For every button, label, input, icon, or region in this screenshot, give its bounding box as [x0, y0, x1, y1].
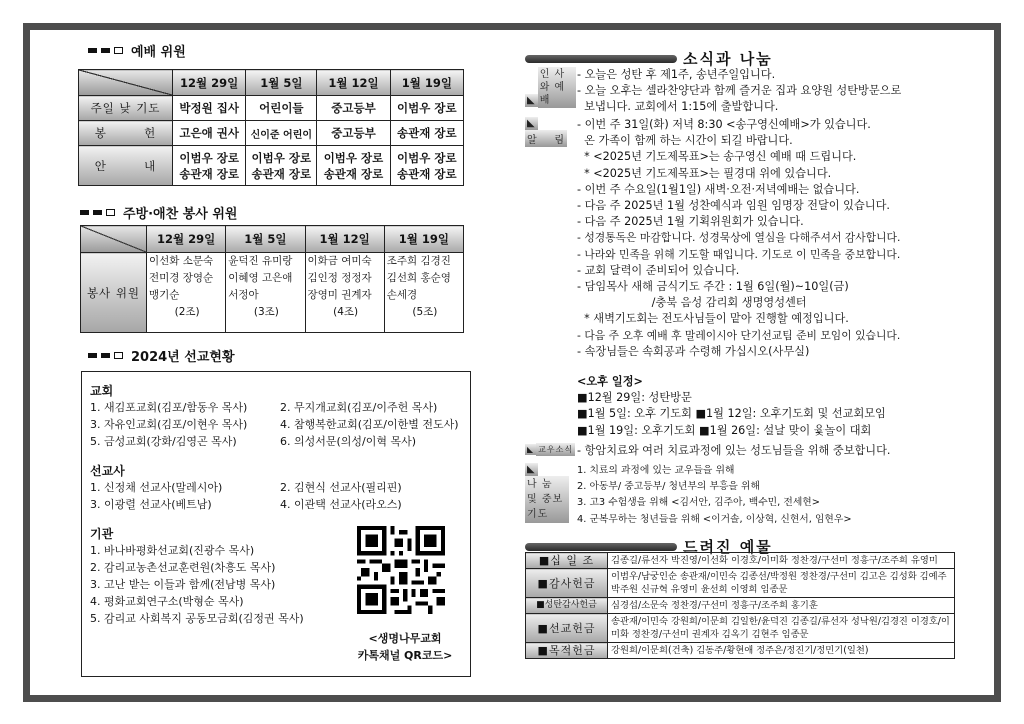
title-bar — [525, 55, 677, 63]
team-cell: 이선화 소문숙 전미경 장영순 맹기순 (2조) — [147, 253, 226, 333]
date-header: 1월 12일 — [317, 70, 390, 96]
row-label: 안 내 — [79, 146, 173, 186]
table-cell: 이범우 장로 송관재 장로 — [173, 146, 246, 186]
list-item: 5. 감리교 사회복지 공동모금회(김정권 목사) — [90, 612, 304, 625]
section-label: ◣알 림 — [527, 118, 566, 146]
offering-title: 드려진 예물 — [525, 536, 773, 557]
list-item: 5. 금성교회(강화/김영곤 목사) 6. 의성서문(의성/이혁 목사) — [90, 435, 417, 448]
table-cell: 이범우 장로 송관재 장로 — [390, 146, 463, 186]
table-cell: 이범우 장로 송관재 장로 — [246, 146, 317, 186]
section-label: ◣인 사 와 예 배 — [525, 67, 577, 117]
team-cell: 이화금 여미숙 김인정 정정자 장영미 권계자 (4조) — [305, 253, 384, 333]
bullet-icon — [80, 210, 89, 215]
list-item: 1. 신정채 선교사(말레시아) 2. 김현식 선교사(필리핀) — [90, 481, 402, 494]
table-cell: 고은애 권사 — [173, 121, 246, 146]
worship-section-title: 예배 위원 — [88, 41, 186, 60]
table-row: ■감사헌금 이범우/남궁인순 송관재/이민숙 김종선/박정원 정찬경/구선미 김고은 김성화 김예주 박주원 신규혁 유영미 윤선희 이영희 임종문 — [526, 569, 955, 598]
list-item: 1. 바나바평화선교회(진광수 목사) — [90, 544, 255, 557]
bullet-icon — [88, 48, 97, 53]
bullet-icon — [114, 47, 123, 54]
date-header: 1월 12일 — [305, 226, 384, 253]
table-cell: 어린이들 — [246, 96, 317, 121]
offering-table — [525, 552, 955, 659]
news-block-prayer: ◣나 눔 및 중보기도 1. 치료의 과정에 있는 교우들을 위해 2. 아동부/ 중고등부/ 청년부의 부흥을 위해 3. 고3 수험생을 위해 <김서안, 김주아, 백수민, 전세현> 4. 군복무하는 청년들을 위해 <이거솔, 이상혁, 신현서, 임현우> — [525, 463, 955, 528]
table-row: ■목적헌금 강원희/이문희(건축) 김동주/황현애 정주은/정진기/정민기(일천) — [526, 643, 955, 659]
table-corner — [79, 70, 173, 96]
date-header: 1월 5일 — [246, 70, 317, 96]
list-item: 3. 이광렬 선교사(베트남) 4. 이관택 선교사(라오스) — [90, 498, 402, 511]
qr-code-icon[interactable] — [357, 526, 445, 614]
news-block-notice: ◣알 림 - 이번 주 31일(화) 저녁 8:30 <송구영신예배>가 있습니다. 온 가족이 함께 하는 시간이 되길 바랍니다. * <2025년 기도제목표>는 송구영신 예배 때 드립니다. * <2025년 기도제목표>는 필경대 위에 있습니다. - 이번 주 수요일(1월1일) 새벽·오전·저녁예배는 없습니다. - 다음 주 2025년 1월 성찬예식과 임원 임명장 전달이 있습니다. - 다음 주 2025년 1월 기획위원회가 있습니다. - 성경통독은 마감합니다. 성경묵상에 열심을 다해주셔서 감사합니다. - 나라와 민족을 위해 기도할 때입니다. 기도로 이 민족을 중보합니다. - 교회 달력이 준비되어 있습니다. - 담임목사 새해 금식기도 주간 : 1월 6일(월)~10일(금) /충북 음성 감리회 생명영성센터 * 새벽기도회는 전도사님들이 맡아 진행할 예정입니다. - 다음 주 오후 예배 후 말레이시아 단기선교팀 준비 모임이 있습니다. - 속장님들은 속회공과 수령해 가십시오(사무실) <오후 일정> ■12월 29일: 성탄방문 ■1월 5일: 오후 기도회 ■1월 12일: 오후기도회 및 선교회모임 ■1월 19일: 오후기도회 ■1월 26일: 설날 맞이 윷놀이 대회 — [525, 117, 955, 439]
list-item: 1. 새김포교회(김포/함동우 목사) 2. 무지개교회(김포/이주헌 목사) — [90, 401, 438, 414]
date-header: 1월 5일 — [226, 226, 305, 253]
kitchen-section-title: 주방·애찬 봉사 위원 — [80, 203, 237, 222]
missionary-heading: 선교사 — [90, 464, 125, 478]
bullet-icon — [114, 352, 123, 359]
table-cell: 박정원 집사 — [173, 96, 246, 121]
kitchen-table — [80, 225, 464, 333]
date-header: 12월 29일 — [173, 70, 246, 96]
table-row: ■성탄감사헌금 심경섭/소문숙 정찬경/구선미 정흥구/조주희 홍기훈 — [526, 598, 955, 614]
title-bar — [525, 543, 677, 551]
row-label: 봉 헌 — [79, 121, 173, 146]
bullet-icon — [101, 353, 110, 358]
row-label: 봉사 위원 — [81, 253, 147, 333]
mission-section-title: 2024년 선교현황 — [88, 346, 235, 365]
team-cell: 윤덕진 유미랑 이혜영 고은애 서정아 (3조) — [226, 253, 305, 333]
worship-table — [78, 69, 464, 186]
list-item: 4. 평화교회연구소(박형순 목사) — [90, 595, 244, 608]
table-corner — [81, 226, 147, 253]
table-row: ■십 일 조 김종길/류선자 박진영/이선화 이경호/이미화 정찬경/구선미 정흥구/조주희 유영미 — [526, 553, 955, 569]
bullet-icon — [101, 48, 110, 53]
qr-caption: <생명나무교회 카톡채널 QR코드> — [357, 632, 453, 662]
table-cell: 이범우 장로 — [390, 96, 463, 121]
org-heading: 기관 — [90, 527, 114, 541]
bullet-icon — [88, 353, 97, 358]
news-section — [525, 67, 955, 528]
table-cell: 중고등부 — [317, 96, 390, 121]
table-cell: 중고등부 — [317, 121, 390, 146]
news-title: 소식과 나눔 — [525, 48, 773, 69]
table-row: ■선교헌금 송관재/이민숙 강원희/이문희 김일한/윤덕진 김종길/류선자 성낙원/김경진 이경호/이미화 정찬경/구선미 권계자 김옥기 김현주 임종문 — [526, 614, 955, 643]
date-header: 1월 19일 — [390, 70, 463, 96]
table-cell: 이범우 장로 송관재 장로 — [317, 146, 390, 186]
section-label: ◣ 교우소식 — [527, 444, 574, 454]
table-cell: 송관재 장로 — [390, 121, 463, 146]
offering-section — [525, 552, 955, 659]
list-item: 2. 감리교농촌선교훈련원(차흥도 목사) — [90, 561, 276, 574]
list-item: 3. 고난 받는 이들과 함께(전남병 목사) — [90, 578, 276, 591]
date-header: 1월 19일 — [384, 226, 463, 253]
news-block-worship: ◣인 사 와 예 배 - 오늘은 성탄 후 제1주, 송년주일입니다. - 오늘 오후는 셀라찬양단과 함께 즐거운 집과 요양원 성탄방문으로 보냅니다. 교회에서 1:15에 출발합니다. — [525, 67, 955, 117]
table-cell: 신이준 어린이 — [246, 121, 317, 146]
section-label: ◣나 눔 및 중보기도 — [525, 463, 577, 528]
list-item: 3. 자유인교회(김포/이현우 목사) 4. 참행복한교회(김포/이한별 전도사) — [90, 418, 459, 431]
date-header: 12월 29일 — [147, 226, 226, 253]
bullet-icon — [93, 210, 102, 215]
news-block-members: ◣ 교우소식 - 항암치료와 여러 치료과정에 있는 성도님들을 위해 중보합니다. — [525, 443, 955, 459]
team-cell: 조주희 김경진 김선희 홍순영 손세경 (5조) — [384, 253, 463, 333]
row-label: 주일 낮 기도 — [79, 96, 173, 121]
church-heading: 교회 — [90, 384, 114, 398]
bullet-icon — [106, 209, 115, 216]
